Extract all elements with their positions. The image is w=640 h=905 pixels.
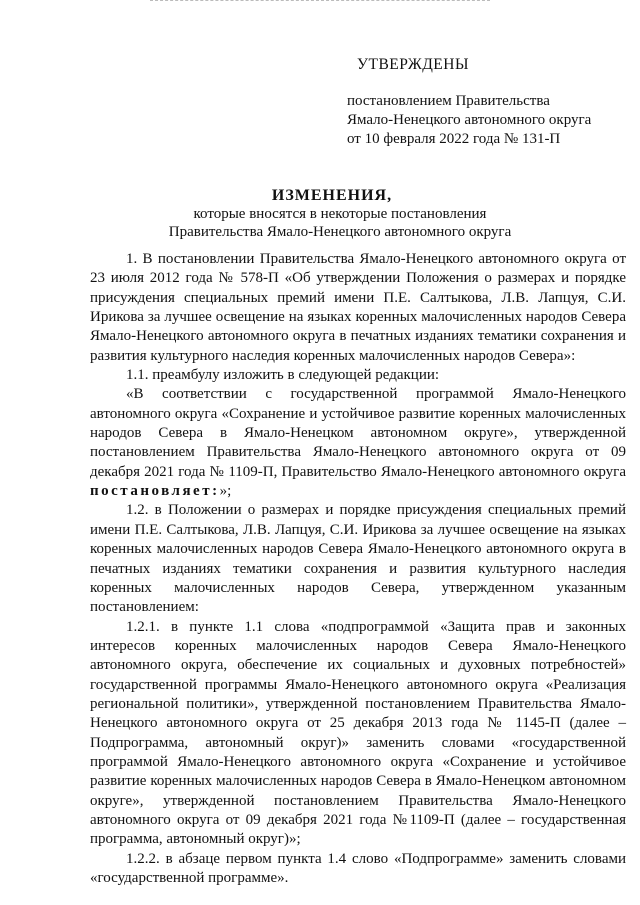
paragraph-quote	[90, 385, 626, 501]
approval-line-2: Ямало-Ненецкого автономного округа	[347, 112, 592, 128]
approval-line-1: постановлением Правительства	[347, 93, 550, 109]
scan-edge-mark	[150, 0, 490, 4]
paragraph-1: 1. В постановлении Правительства Ямало-Ненецкого автономного округа от 23 июля 2012 года № 578-П «Об утверждении Положения о размерах и порядке присуждения специальных премий имени П.Е. Салтыкова, Л.В. Лапцуя, С.И. Ирикова за лучшее освещение на языках коренных малочисленных народов Севера Ямало-Ненецкого автономного округа в печатных изданиях тематики сохранения и развития культурного наследия коренных малочисленных народов Севера»:	[90, 251, 626, 364]
quote-resolution-word: постановляет:	[90, 483, 220, 500]
document-body	[90, 250, 626, 888]
document-title-block	[0, 187, 640, 241]
document-subtitle-1: которые вносятся в некоторые постановления	[193, 206, 487, 222]
quote-text: «В соответствии с государственной программой Ямало-Ненецкого автономного округа «Сохранение и устойчивое развитие коренных малочисленных народов Севера в Ямало-Ненецком автономном округе», утвержденной постановлением Правительства Ямало-Ненецкого автономного округа от 09 декабря 2021 года № 1109-П, Правительство Ямало-Ненецкого автономного округа	[90, 386, 626, 480]
paragraph-1-2: 1.2. в Положении о размерах и порядке присуждения специальных премий имени П.Е. Салтыкова, Л.В. Лапцуя, С.И. Ирикова за лучшее освещение на языках коренных малочисленных народов Севера Ямало-Ненецкого автономного округа в печатных изданиях тематики сохранения и развития культурного наследия коренных малочисленных народов Севера, утвержденном указанным постановлением:	[90, 502, 626, 616]
document-subtitle-2: Правительства Ямало-Ненецкого автономного округа	[168, 224, 512, 240]
approval-line-3: от 10 февраля 2022 года № 131-П	[347, 131, 561, 147]
approval-stamp	[347, 56, 627, 149]
approval-heading: УТВЕРЖДЕНЫ	[357, 56, 469, 73]
paragraph-1-2-1: 1.2.1. в пункте 1.1 слова «подпрограммой «Защита прав и законных интересов коренных малочисленных народов Севера Ямало-Ненецкого автономного округа, обеспечение их социальных и духовных потребностей» государственной программы Ямало-Ненецкого автономного округа «Реализация региональной политики», утвержденной постановлением Правительства Ямало-Ненецкого автономного округа от 25 декабря 2013 года № 1145-П (далее – Подпрограмма, автономный округ)» заменить словами «государственной программой Ямало-Ненецкого автономного округа «Сохранение и устойчивое развитие коренных малочисленных народов Севера в Ямало-Ненецком автономном округе», утвержденной постановлением Правительства Ямало-Ненецкого автономного округа от 09 декабря 2021 года №1109-П (далее – государственная программа, автономный округ)»;	[90, 618, 626, 848]
paragraph-1-2-2: 1.2.2. в абзаце первом пункта 1.4 слово «Подпрограмме» заменить словами «государственной программе».	[90, 850, 626, 886]
quote-end: »;	[219, 483, 232, 500]
paragraph-1-1: 1.1. преамбулу изложить в следующей редакции:	[126, 367, 440, 384]
document-title: ИЗМЕНЕНИЯ,	[271, 187, 393, 204]
